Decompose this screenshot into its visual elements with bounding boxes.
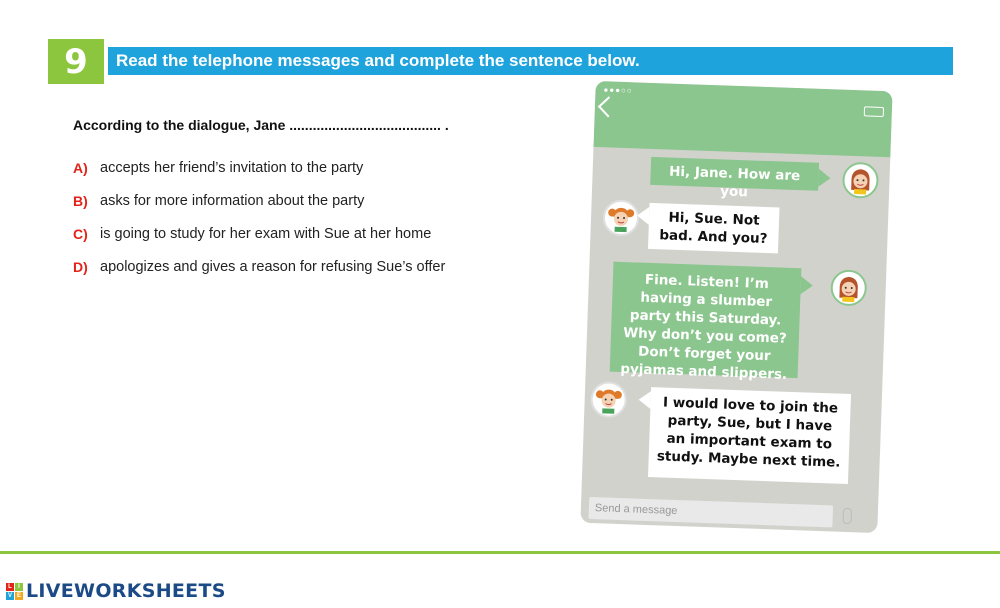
bubble-tail bbox=[637, 206, 650, 224]
signal-icon: ●●●○○ bbox=[603, 85, 633, 96]
option-letter: D) bbox=[73, 258, 88, 275]
bubble-tail bbox=[818, 169, 831, 187]
option-text: accepts her friend’s invitation to the party bbox=[100, 159, 364, 176]
girl-face-icon bbox=[592, 383, 625, 416]
option-letter: B) bbox=[73, 192, 88, 209]
message-bubble-sue bbox=[610, 262, 802, 383]
girl-face-icon bbox=[604, 201, 637, 234]
option-d[interactable] bbox=[73, 250, 445, 283]
phone-header bbox=[593, 81, 892, 157]
sue-avatar bbox=[830, 269, 867, 306]
jane-avatar bbox=[590, 381, 627, 418]
phone-chat-illustration bbox=[580, 81, 892, 533]
answer-options bbox=[73, 151, 445, 283]
message-text: I would love to join the party, Sue, but I have an important exam to study. Maybe next time. bbox=[656, 394, 841, 471]
liveworksheets-logo[interactable] bbox=[6, 580, 226, 602]
message-bubble-jane bbox=[648, 203, 780, 254]
question-number: 9 bbox=[48, 39, 104, 84]
option-text: is going to study for her exam with Sue at her home bbox=[100, 225, 432, 242]
back-arrow-icon bbox=[598, 96, 619, 117]
message-bubble-sue bbox=[650, 157, 819, 201]
prompt-sentence: According to the dialogue, Jane ....................................... . bbox=[73, 117, 449, 133]
option-c[interactable] bbox=[73, 217, 445, 250]
logo-mark-icon: L I V E bbox=[7, 583, 21, 599]
bubble-tail bbox=[638, 391, 651, 409]
option-b[interactable] bbox=[73, 184, 445, 217]
girl-face-icon bbox=[832, 271, 865, 304]
option-text: apologizes and gives a reason for refusing Sue’s offer bbox=[100, 258, 446, 275]
option-letter: C) bbox=[73, 225, 88, 242]
option-text: asks for more information about the party bbox=[100, 192, 365, 209]
battery-icon bbox=[864, 106, 884, 117]
attachment-icon bbox=[842, 508, 852, 524]
bubble-tail bbox=[800, 276, 813, 294]
message-input: Send a message bbox=[589, 497, 834, 528]
jane-avatar bbox=[602, 199, 639, 236]
message-text: Hi, Sue. Not bad. And you? bbox=[659, 209, 768, 248]
message-text: Hi, Jane. How are you bbox=[668, 163, 801, 201]
footer-divider bbox=[0, 551, 1000, 554]
message-bubble-jane bbox=[648, 387, 851, 484]
option-a[interactable] bbox=[73, 151, 445, 184]
option-letter: A) bbox=[73, 159, 88, 176]
sue-avatar bbox=[842, 162, 879, 199]
question-instruction: Read the telephone messages and complete the sentence below. bbox=[108, 47, 953, 75]
message-text: Fine. Listen! I’m having a slumber party this Saturday. Why don’t you come? Don’t forget your pyjamas and slippers. bbox=[620, 271, 788, 383]
logo-text: LIVEWORKSHEETS bbox=[26, 580, 226, 602]
girl-face-icon bbox=[844, 164, 877, 197]
